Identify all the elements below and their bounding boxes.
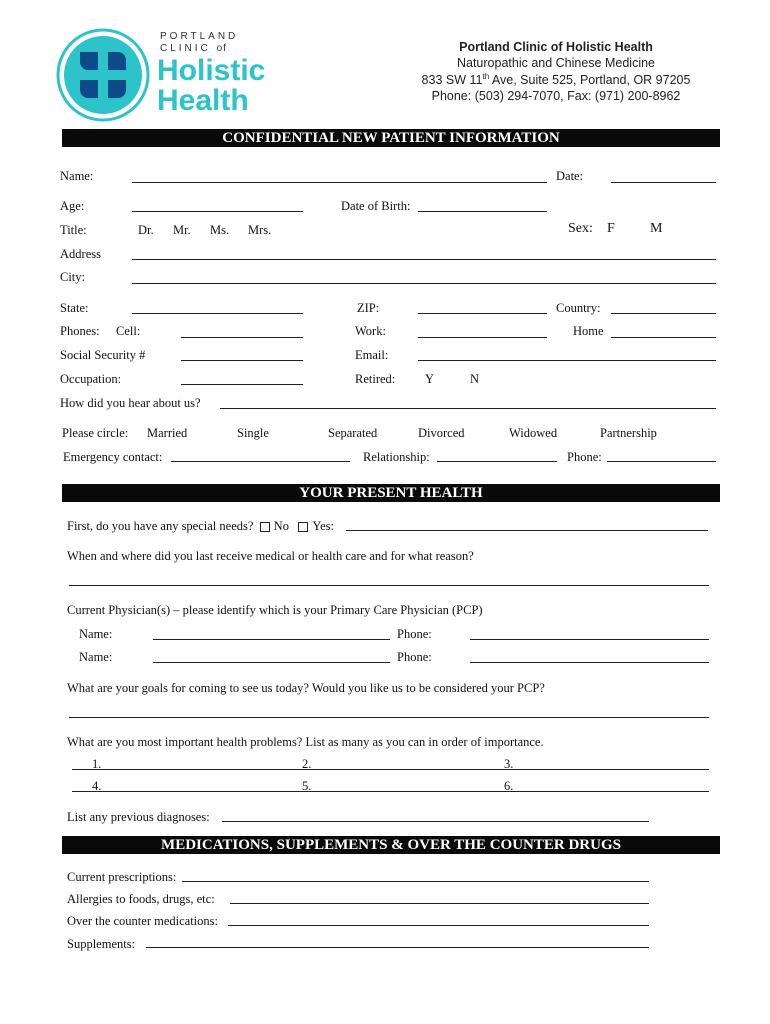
otc-field[interactable]: [228, 925, 649, 926]
label-date: Date:: [556, 169, 584, 183]
emergency-phone-field[interactable]: [607, 461, 716, 462]
problem-num-6: 6.: [504, 779, 514, 793]
label-physician-name-2: Name:: [79, 650, 113, 664]
problems-row-1-field[interactable]: [72, 769, 709, 770]
clinic-name: Portland Clinic of Holistic Health: [459, 40, 653, 54]
section-patient-info: CONFIDENTIAL NEW PATIENT INFORMATION: [62, 129, 720, 147]
status-separated[interactable]: Separated: [328, 426, 378, 440]
label-ssn: Social Security #: [60, 348, 146, 362]
problem-num-3: 3.: [504, 757, 514, 771]
supplements-field[interactable]: [146, 947, 649, 948]
special-needs-field[interactable]: [346, 530, 708, 531]
section-medications: MEDICATIONS, SUPPLEMENTS & OVER THE COUNTER DRUGS: [62, 836, 720, 854]
problem-num-5: 5.: [302, 779, 312, 793]
label-city: City:: [60, 270, 86, 284]
physician-name-2-field[interactable]: [153, 662, 390, 663]
label-cell: Cell:: [116, 324, 141, 338]
label-zip: ZIP:: [357, 301, 380, 315]
logo-portland: PORTLAND: [160, 31, 239, 42]
problem-num-4: 4.: [92, 779, 102, 793]
label-physician: Current Physician(s) – please identify which is your Primary Care Physician (PCP): [67, 603, 483, 617]
label-problems: What are you most important health problems? List as many as you can in order of importance.: [67, 735, 544, 749]
clinic-address: 833 SW 11th Ave, Suite 525, Portland, OR 97205: [421, 72, 691, 88]
logo-holistic: Holistic: [157, 54, 266, 87]
occupation-field[interactable]: [181, 384, 303, 385]
label-address: Address: [60, 247, 101, 261]
goals-field[interactable]: [69, 717, 709, 718]
cell-field[interactable]: [181, 337, 303, 338]
title-mr[interactable]: Mr.: [173, 223, 191, 237]
relationship-field[interactable]: [437, 461, 557, 462]
clinic-header: [406, 40, 706, 103]
label-physician-phone-2: Phone:: [397, 650, 432, 664]
physician-name-1-field[interactable]: [153, 639, 390, 640]
label-retired: Retired:: [355, 372, 396, 386]
clinic-subtitle: Naturopathic and Chinese Medicine: [456, 56, 656, 70]
label-email: Email:: [355, 348, 389, 362]
problem-num-1: 1.: [92, 757, 102, 771]
problems-row-2-field[interactable]: [72, 791, 709, 792]
sex-m[interactable]: M: [650, 221, 663, 236]
label-allergies: Allergies to foods, drugs, etc:: [67, 892, 215, 906]
label-emergency-phone: Phone:: [567, 450, 602, 464]
allergies-field[interactable]: [230, 903, 649, 904]
label-special-needs: First, do you have any special needs? No Yes:: [67, 519, 334, 533]
problem-num-2: 2.: [302, 757, 312, 771]
clinic-phone: Phone: (503) 294-7070, Fax: (971) 200-8962: [431, 89, 681, 104]
label-home: Home: [573, 324, 604, 338]
ssn-field[interactable]: [181, 360, 303, 361]
city-field[interactable]: [132, 283, 716, 284]
label-goals: What are your goals for coming to see us today? Would you like us to be considered your PCP?: [67, 681, 545, 695]
title-mrs[interactable]: Mrs.: [248, 223, 272, 237]
label-diagnoses: List any previous diagnoses:: [67, 810, 210, 824]
email-field[interactable]: [418, 360, 716, 361]
name-field[interactable]: [132, 182, 547, 183]
label-emergency: Emergency contact:: [63, 450, 163, 464]
physician-phone-1-field[interactable]: [470, 639, 709, 640]
label-state: State:: [60, 301, 89, 315]
heard-field[interactable]: [220, 408, 716, 409]
label-physician-name-1: Name:: [79, 627, 113, 641]
logo-clinic: CLINIC of: [160, 43, 227, 54]
logo-emblem-icon: [56, 28, 150, 122]
label-otc: Over the counter medications:: [67, 914, 218, 928]
last-care-field[interactable]: [69, 585, 709, 586]
special-yes-checkbox[interactable]: [298, 522, 308, 532]
label-occupation: Occupation:: [60, 372, 122, 386]
title-ms[interactable]: Ms.: [210, 223, 230, 237]
dob-field[interactable]: [418, 211, 547, 212]
label-dob: Date of Birth:: [341, 199, 411, 213]
prescriptions-field[interactable]: [182, 881, 649, 882]
label-age: Age:: [60, 199, 85, 213]
emergency-field[interactable]: [171, 461, 350, 462]
label-phones: Phones:: [60, 324, 100, 338]
state-field[interactable]: [132, 313, 303, 314]
retired-yes[interactable]: Y: [425, 372, 435, 386]
country-field[interactable]: [611, 313, 716, 314]
label-country: Country:: [556, 301, 601, 315]
label-relationship: Relationship:: [363, 450, 430, 464]
address-field[interactable]: [132, 259, 716, 260]
status-single[interactable]: Single: [237, 426, 269, 440]
status-partnership[interactable]: Partnership: [600, 426, 657, 440]
logo-health: Health: [157, 84, 249, 117]
label-prescriptions: Current prescriptions:: [67, 870, 177, 884]
label-supplements: Supplements:: [67, 937, 136, 951]
date-field[interactable]: [611, 182, 716, 183]
zip-field[interactable]: [418, 313, 547, 314]
clinic-logo: [56, 28, 276, 124]
label-circle: Please circle:: [62, 426, 129, 440]
label-physician-phone-1: Phone:: [397, 627, 432, 641]
label-last-care: When and where did you last receive medical or health care and for what reason?: [67, 549, 474, 563]
title-dr[interactable]: Dr.: [138, 223, 154, 237]
diagnoses-field[interactable]: [222, 821, 649, 822]
label-heard: How did you hear about us?: [60, 396, 201, 410]
label-sex: Sex:: [568, 221, 593, 236]
physician-phone-2-field[interactable]: [470, 662, 709, 663]
home-field[interactable]: [611, 337, 716, 338]
work-field[interactable]: [418, 337, 547, 338]
status-married[interactable]: Married: [147, 426, 188, 440]
section-present-health: YOUR PRESENT HEALTH: [62, 484, 720, 502]
retired-no[interactable]: N: [470, 372, 480, 386]
special-no-checkbox[interactable]: [260, 522, 270, 532]
label-name: Name:: [60, 169, 94, 183]
label-title: Title:: [60, 223, 87, 237]
status-widowed[interactable]: Widowed: [509, 426, 558, 440]
age-field[interactable]: [132, 211, 303, 212]
label-work: Work:: [355, 324, 386, 338]
sex-f[interactable]: F: [607, 221, 615, 236]
status-divorced[interactable]: Divorced: [418, 426, 465, 440]
